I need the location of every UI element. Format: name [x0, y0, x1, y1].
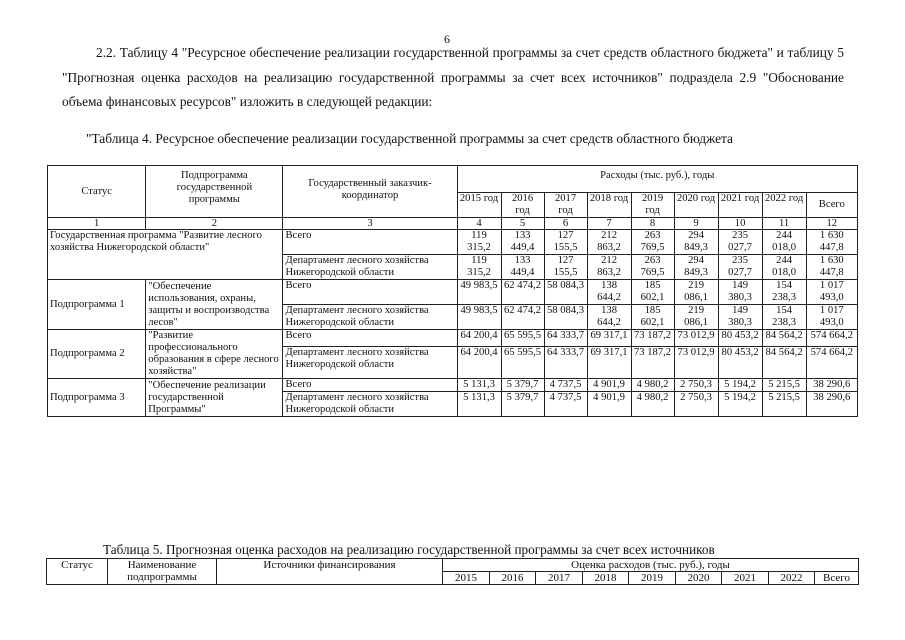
table-row	[48, 379, 858, 392]
value-cell: 4 980,2	[631, 379, 674, 392]
value-cell: 5 194,2	[718, 392, 762, 417]
value-cell: 69 317,1	[587, 330, 631, 347]
year-header: 2018	[583, 572, 629, 585]
column-number: 2	[146, 218, 283, 230]
value-cell: 5 215,5	[762, 379, 806, 392]
value-cell: 84 564,2	[762, 346, 806, 378]
value-cell: 244 018,0	[762, 230, 806, 255]
value-cell: 80 453,2	[718, 346, 762, 378]
customer-cell: Всего	[283, 330, 457, 347]
value-cell: 73 012,9	[674, 346, 718, 378]
value-cell: 138 644,2	[587, 280, 631, 305]
value-cell: 4 737,5	[544, 392, 587, 417]
year-header: 2022 год	[762, 193, 806, 218]
value-cell: 69 317,1	[587, 346, 631, 378]
value-cell: 154 238,3	[762, 305, 806, 330]
year-header: 2020 год	[674, 193, 718, 218]
value-cell: 84 564,2	[762, 330, 806, 347]
year-header: 2019 год	[631, 193, 674, 218]
table4-title: "Таблица 4. Ресурсное обеспечение реализации государственной программы за счет средств областного бюджета	[86, 131, 733, 146]
column-number: 10	[718, 218, 762, 230]
program-name: Государственная программа "Развитие лесного хозяйства Нижегородской области"	[48, 230, 283, 280]
column-number: 5	[501, 218, 544, 230]
value-cell: 127 155,5	[544, 255, 587, 280]
year-header: 2015	[443, 572, 490, 585]
value-cell: 1 630 447,8	[806, 255, 857, 280]
value-cell: 38 290,6	[806, 379, 857, 392]
column-number: 7	[587, 218, 631, 230]
value-cell: 65 595,5	[501, 330, 544, 347]
column-number: 11	[762, 218, 806, 230]
table-row	[48, 230, 858, 255]
value-cell: 80 453,2	[718, 330, 762, 347]
value-cell: 212 863,2	[587, 230, 631, 255]
subprogram-name: "Развитие профессионального образования в сфере лесного хозяйства"	[146, 330, 283, 379]
t5-header-status: Статус	[47, 559, 108, 585]
value-cell: 235 027,7	[718, 230, 762, 255]
header-status: Статус	[48, 166, 146, 218]
column-number: 8	[631, 218, 674, 230]
customer-cell: Департамент лесного хозяйства Нижегородской области	[283, 392, 457, 417]
value-cell: 212 863,2	[587, 255, 631, 280]
value-cell: 64 200,4	[457, 346, 501, 378]
column-number: 6	[544, 218, 587, 230]
value-cell: 5 131,3	[457, 392, 501, 417]
value-cell: 294 849,3	[674, 255, 718, 280]
value-cell: 64 333,7	[544, 330, 587, 347]
value-cell: 65 595,5	[501, 346, 544, 378]
year-header: 2017 год	[544, 193, 587, 218]
value-cell: 149 380,3	[718, 280, 762, 305]
year-header: 2019	[629, 572, 676, 585]
value-cell: 235 027,7	[718, 255, 762, 280]
value-cell: 127 155,5	[544, 230, 587, 255]
value-cell: 219 086,1	[674, 305, 718, 330]
customer-cell: Департамент лесного хозяйства Нижегородской области	[283, 255, 457, 280]
value-cell: 149 380,3	[718, 305, 762, 330]
value-cell: 5 379,7	[501, 392, 544, 417]
subprogram-status: Подпрограмма 2	[48, 330, 146, 379]
subprogram-name: "Обеспечение реализации государственной Программы"	[146, 379, 283, 417]
t5-header-subprogram: Наименование подпрограммы	[108, 559, 217, 585]
table-row	[48, 280, 858, 305]
value-cell: 294 849,3	[674, 230, 718, 255]
table5-title: Таблица 5. Прогнозная оценка расходов на реализацию государственной программы за счет всех источников	[103, 542, 715, 557]
column-number: 4	[457, 218, 501, 230]
value-cell: 58 084,3	[544, 305, 587, 330]
value-cell: 58 084,3	[544, 280, 587, 305]
value-cell: 5 194,2	[718, 379, 762, 392]
value-cell: 73 187,2	[631, 346, 674, 378]
value-cell: 244 018,0	[762, 255, 806, 280]
value-cell: 64 200,4	[457, 330, 501, 347]
customer-cell: Всего	[283, 230, 457, 255]
value-cell: 133 449,4	[501, 230, 544, 255]
year-header: 2017	[536, 572, 583, 585]
year-header: 2020	[676, 572, 722, 585]
column-number: 9	[674, 218, 718, 230]
value-cell: 185 602,1	[631, 305, 674, 330]
subprogram-status: Подпрограмма 3	[48, 379, 146, 417]
value-cell: 1 630 447,8	[806, 230, 857, 255]
value-cell: 4 980,2	[631, 392, 674, 417]
value-cell: 119 315,2	[457, 255, 501, 280]
value-cell: 73 187,2	[631, 330, 674, 347]
column-number: 12	[806, 218, 857, 230]
t5-header-expenses: Оценка расходов (тыс. руб.), годы	[443, 559, 859, 572]
year-header: 2018 год	[587, 193, 631, 218]
year-header: 2015 год	[457, 193, 501, 218]
t5-header-sources: Источники финансирования	[217, 559, 443, 585]
value-cell: 73 012,9	[674, 330, 718, 347]
page-number: 6	[444, 32, 450, 46]
value-cell: 2 750,3	[674, 379, 718, 392]
customer-cell: Всего	[283, 280, 457, 305]
value-cell: 5 131,3	[457, 379, 501, 392]
value-cell: 4 901,9	[587, 379, 631, 392]
value-cell: 64 333,7	[544, 346, 587, 378]
year-header: 2016	[490, 572, 536, 585]
value-cell: 574 664,2	[806, 346, 857, 378]
column-number: 3	[283, 218, 457, 230]
value-cell: 38 290,6	[806, 392, 857, 417]
value-cell: 138 644,2	[587, 305, 631, 330]
customer-cell: Департамент лесного хозяйства Нижегородской области	[283, 305, 457, 330]
header-subprogram: Подпрограмма государственной программы	[146, 166, 283, 218]
subprogram-status: Подпрограмма 1	[48, 280, 146, 330]
customer-cell: Департамент лесного хозяйства Нижегородской области	[283, 346, 457, 378]
year-header: 2021 год	[718, 193, 762, 218]
column-number: 1	[48, 218, 146, 230]
value-cell: 263 769,5	[631, 255, 674, 280]
table-row	[48, 330, 858, 347]
value-cell: 1 017 493,0	[806, 305, 857, 330]
header-customer: Государственный заказчик-координатор	[283, 166, 457, 218]
subprogram-name: "Обеспечение использования, охраны, защиты и воспроизводства лесов"	[146, 280, 283, 330]
table5	[46, 558, 859, 585]
header-expenses: Расходы (тыс. руб.), годы	[457, 166, 857, 193]
value-cell: 49 983,5	[457, 305, 501, 330]
value-cell: 219 086,1	[674, 280, 718, 305]
year-header: 2016 год	[501, 193, 544, 218]
value-cell: 62 474,2	[501, 305, 544, 330]
value-cell: 263 769,5	[631, 230, 674, 255]
value-cell: 1 017 493,0	[806, 280, 857, 305]
value-cell: 133 449,4	[501, 255, 544, 280]
value-cell: 49 983,5	[457, 280, 501, 305]
customer-cell: Всего	[283, 379, 457, 392]
value-cell: 2 750,3	[674, 392, 718, 417]
value-cell: 5 215,5	[762, 392, 806, 417]
value-cell: 62 474,2	[501, 280, 544, 305]
value-cell: 119 315,2	[457, 230, 501, 255]
value-cell: 5 379,7	[501, 379, 544, 392]
value-cell: 154 238,3	[762, 280, 806, 305]
year-header: 2022	[769, 572, 815, 585]
amendment-paragraph: 2.2. Таблицу 4 "Ресурсное обеспечение реализации государственной программы за счет средств областного бюджета" и таблицу 5 "Прогнозная оценка расходов на реализацию государственной программы за счет всех источников" подраздела 2.9 "Обоснование объема финансовых ресурсов" изложить в следующей редакции:	[62, 45, 844, 110]
value-cell: 4 737,5	[544, 379, 587, 392]
table4	[47, 165, 858, 417]
value-cell: 574 664,2	[806, 330, 857, 347]
year-header: 2021	[722, 572, 769, 585]
value-cell: 185 602,1	[631, 280, 674, 305]
value-cell: 4 901,9	[587, 392, 631, 417]
total-header: Всего	[815, 572, 859, 585]
total-header: Всего	[806, 193, 857, 218]
